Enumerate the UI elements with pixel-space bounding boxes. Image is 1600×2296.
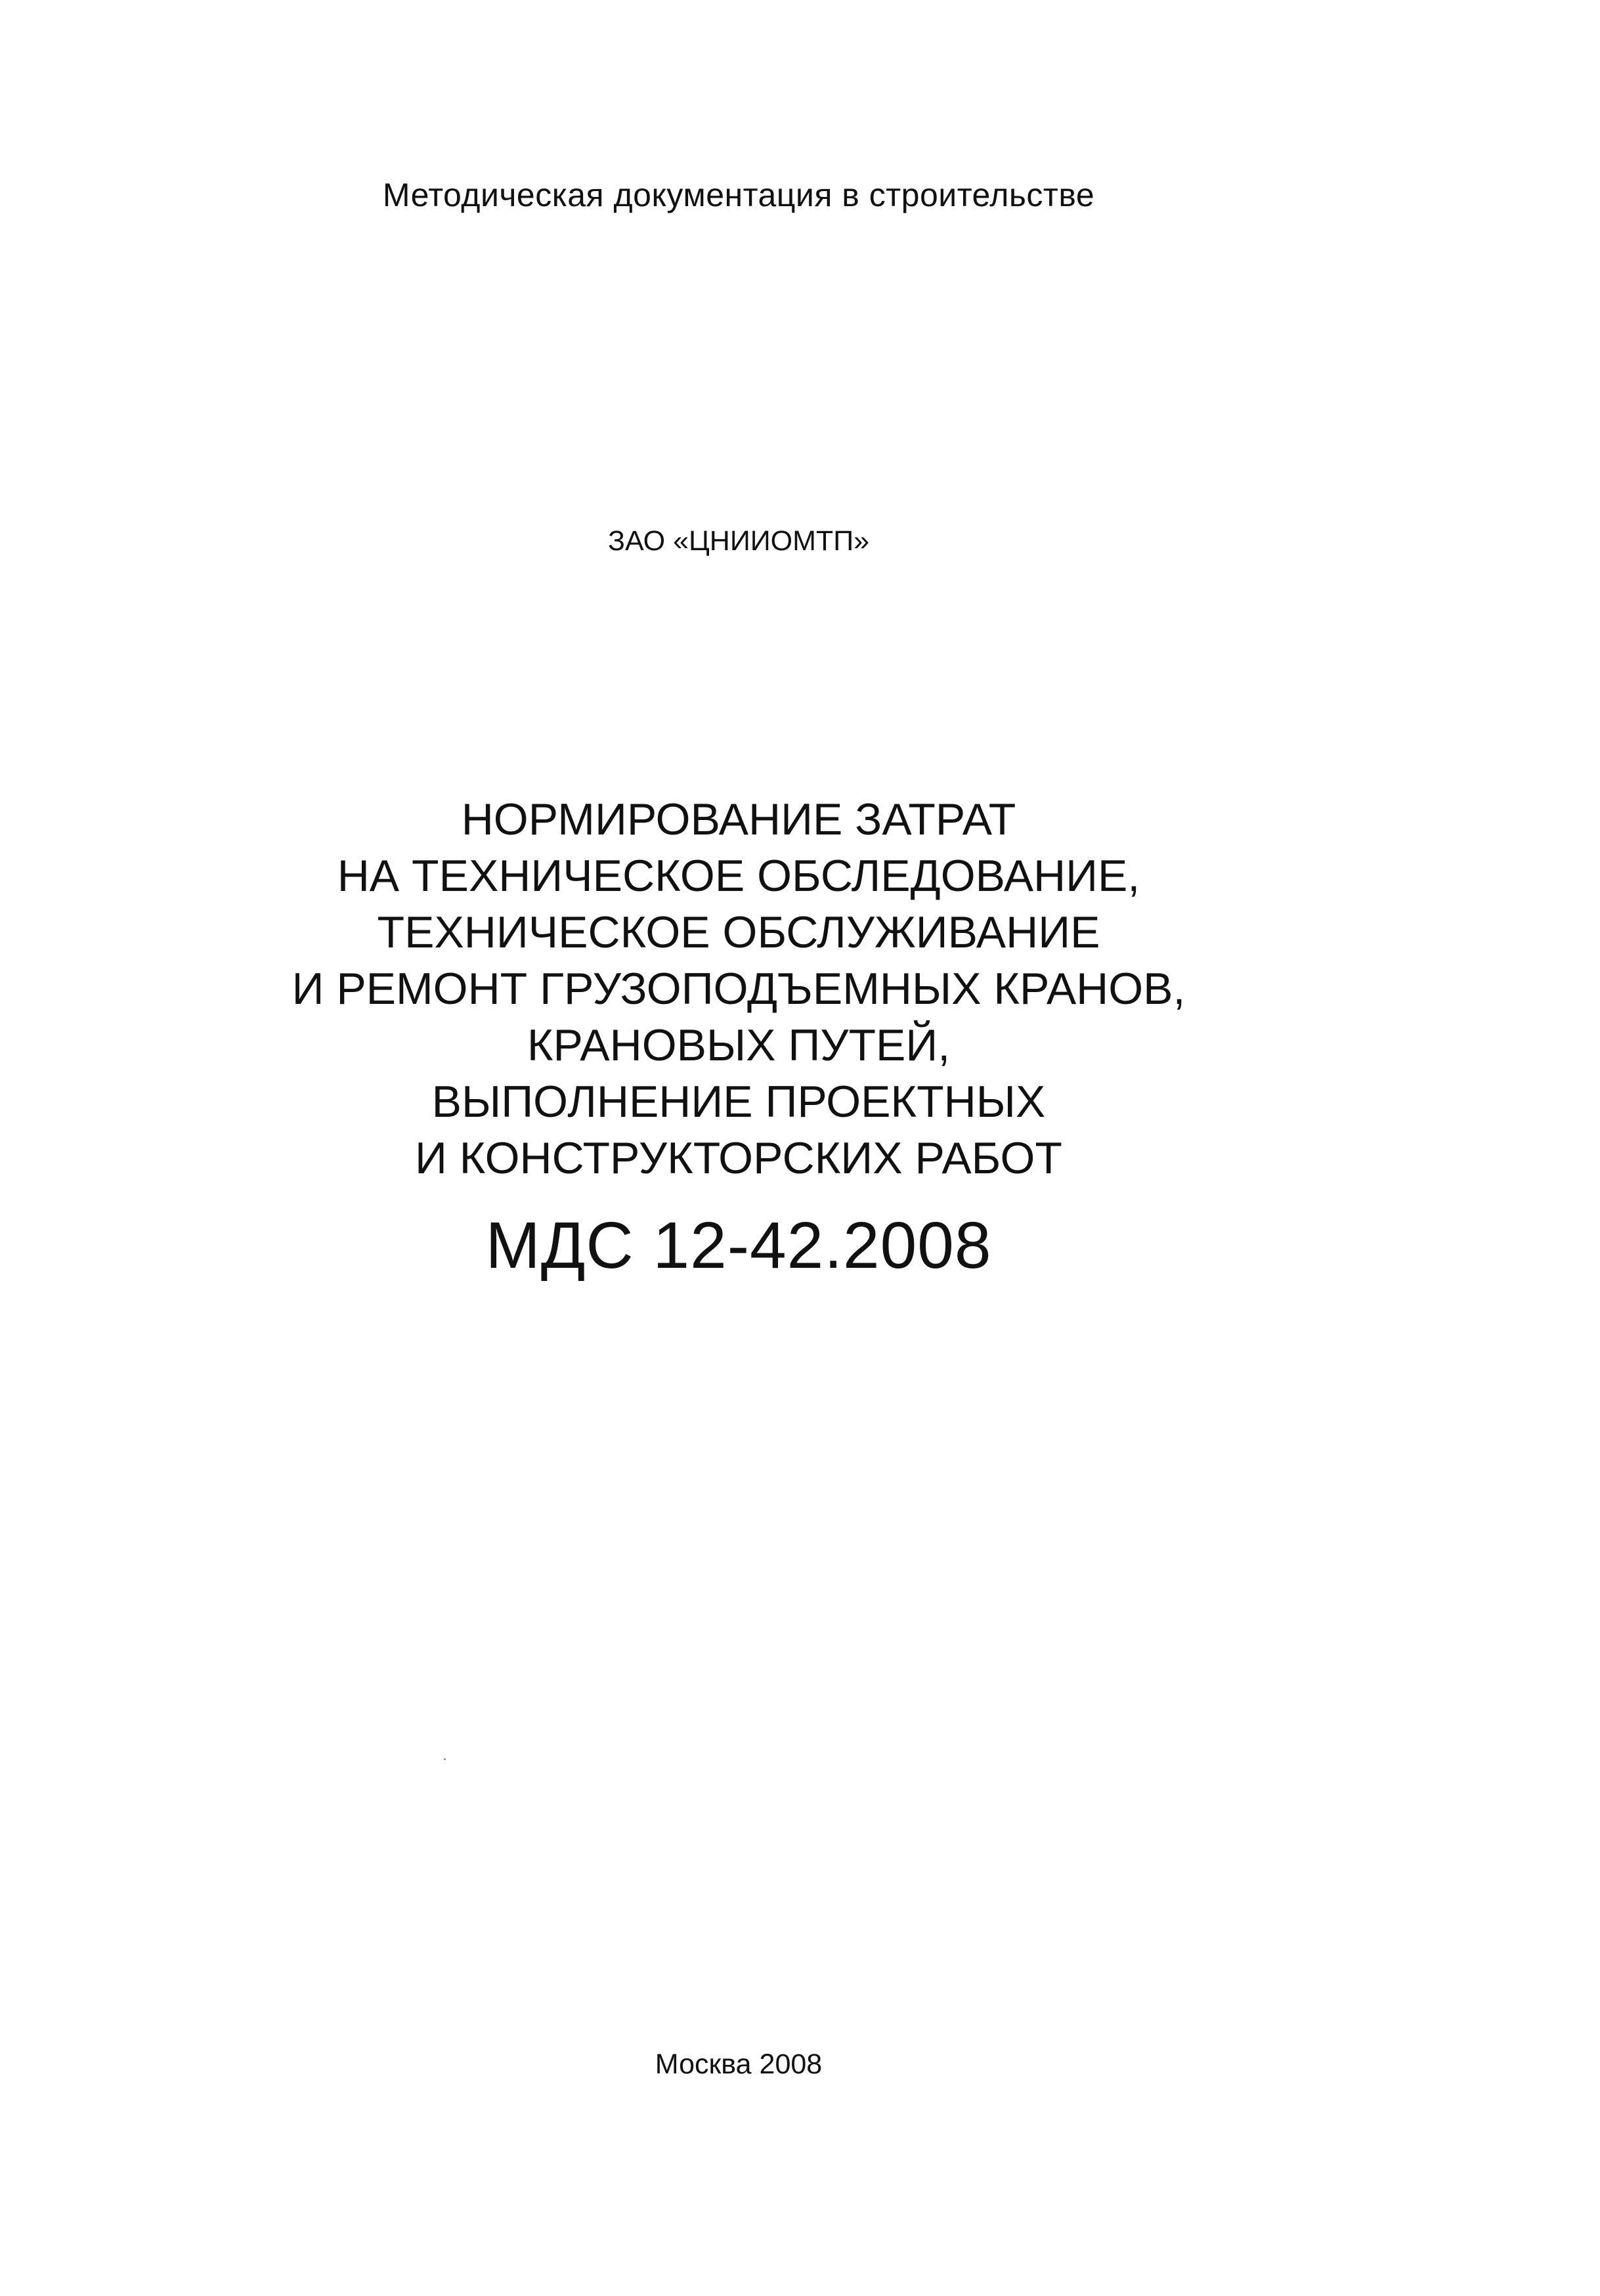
title-line: НА ТЕХНИЧЕСКОЕ ОБСЛЕДОВАНИЕ,	[337, 851, 1140, 901]
series-title: Методическая документация в строительстве	[382, 177, 1095, 213]
title-line: И КОНСТРУКТОРСКИХ РАБОТ	[415, 1133, 1062, 1183]
title-line: КРАНОВЫХ ПУТЕЙ,	[527, 1020, 951, 1070]
title-line: ВЫПОЛНЕНИЕ ПРОЕКТНЫХ	[431, 1077, 1046, 1127]
title-line: НОРМИРОВАНИЕ ЗАТРАТ	[461, 794, 1016, 844]
imprint: Москва 2008	[655, 2048, 823, 2080]
document-code: МДС 12-42.2008	[485, 1209, 992, 1282]
scan-speck	[444, 1758, 446, 1760]
title-line: И РЕМОНТ ГРУЗОПОДЪЕМНЫХ КРАНОВ,	[292, 964, 1186, 1014]
title-line: ТЕХНИЧЕСКОЕ ОБСЛУЖИВАНИЕ	[377, 907, 1100, 957]
organization-name: ЗАО «ЦНИИОМТП»	[607, 525, 870, 557]
document-title	[0, 791, 1477, 1186]
